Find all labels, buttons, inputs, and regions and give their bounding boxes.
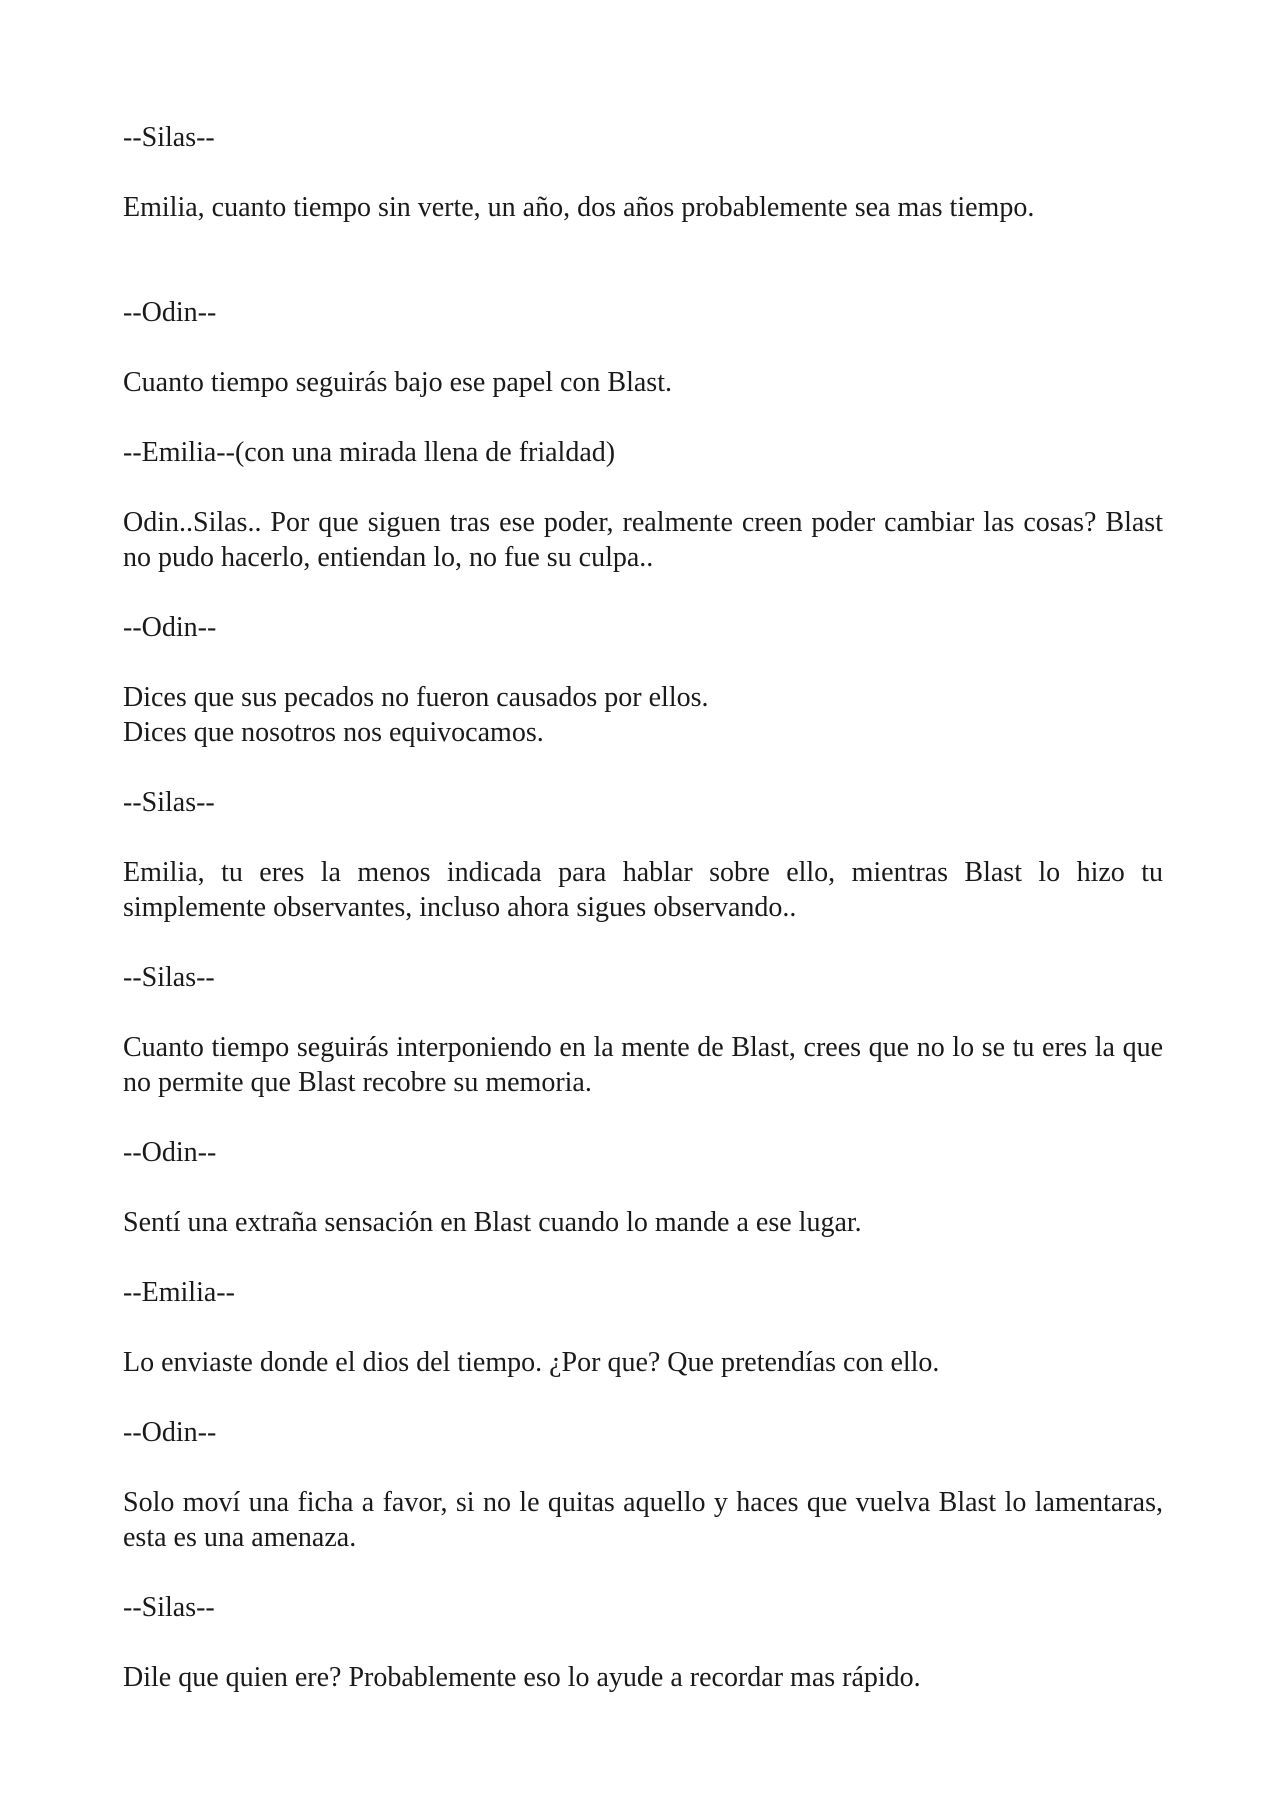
speaker-line: --Silas--	[123, 962, 215, 993]
dialogue-paragraph: Emilia, tu eres la menos indicada para hablar sobre ello, mientras Blast lo hizo tu simplemente observantes, incluso ahora sigues observando..	[123, 857, 1163, 923]
dialogue-paragraph: Dile que quien ere? Probablemente eso lo ayude a recordar mas rápido.	[123, 1662, 921, 1693]
speaker-line: --Odin--	[123, 1417, 217, 1448]
speaker-line: --Emilia--	[123, 1277, 235, 1308]
dialogue-paragraph: Cuanto tiempo seguirás bajo ese papel con Blast.	[123, 367, 672, 398]
speaker-line: --Silas--	[123, 122, 215, 153]
dialogue-paragraph: Solo moví una ficha a favor, si no le quitas aquello y haces que vuelva Blast lo lamentaras, esta es una amenaza.	[123, 1487, 1163, 1553]
dialogue-paragraph: Lo enviaste donde el dios del tiempo. ¿Por que? Que pretendías con ello.	[123, 1347, 940, 1378]
speaker-line: --Odin--	[123, 297, 217, 328]
dialogue-paragraph: Emilia, cuanto tiempo sin verte, un año, dos años probablemente sea mas tiempo.	[123, 192, 1035, 223]
dialogue-paragraph: Odin..Silas.. Por que siguen tras ese poder, realmente creen poder cambiar las cosas? Blast no pudo hacerlo, entiendan lo, no fue su culpa..	[123, 507, 1163, 573]
speaker-line: --Odin--	[123, 612, 217, 643]
speaker-line: --Odin--	[123, 1137, 217, 1168]
dialogue-paragraph: Dices que sus pecados no fueron causados por ellos. Dices que nosotros nos equivocamos.	[123, 682, 709, 748]
speaker-line: --Silas--	[123, 787, 215, 818]
dialogue-paragraph: Sentí una extraña sensación en Blast cuando lo mande a ese lugar.	[123, 1207, 862, 1238]
speaker-line: --Emilia--(con una mirada llena de frialdad)	[123, 437, 616, 468]
dialogue-paragraph: Cuanto tiempo seguirás interponiendo en la mente de Blast, crees que no lo se tu eres la que no permite que Blast recobre su memoria.	[123, 1032, 1163, 1098]
document-body	[123, 120, 1163, 1695]
speaker-line: --Silas--	[123, 1592, 215, 1623]
